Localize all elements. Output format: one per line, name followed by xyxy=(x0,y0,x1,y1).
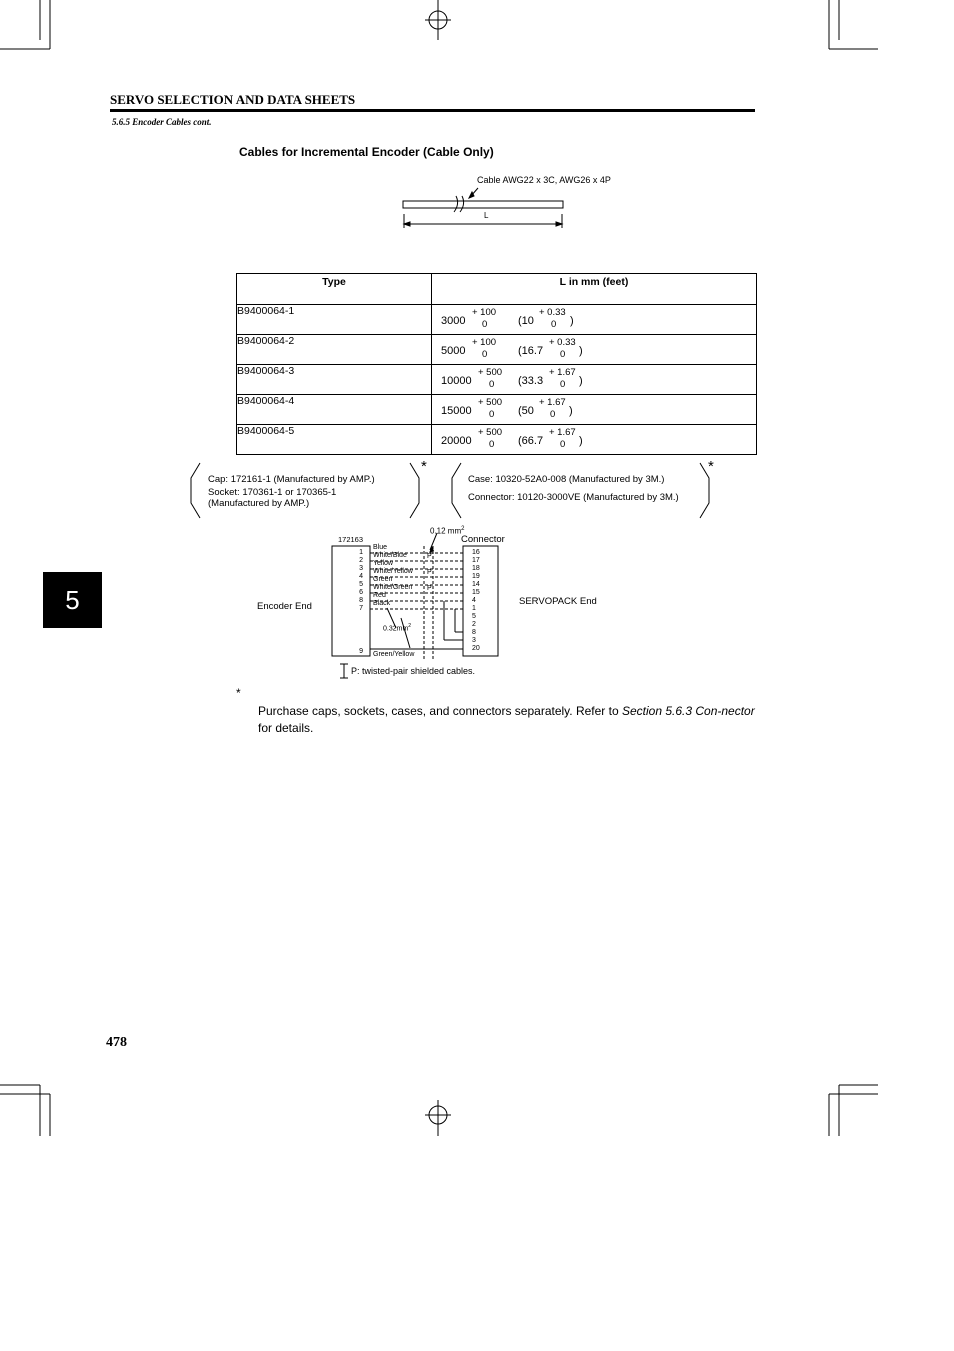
ft-tol-plus: + 0.33 xyxy=(549,337,576,348)
mm-tol-plus: + 500 xyxy=(478,367,503,378)
mm-tol-minus: 0 xyxy=(482,319,488,330)
type-cell: B9400064-3 xyxy=(237,365,432,395)
close-paren: ) xyxy=(579,345,583,357)
type-cell: B9400064-4 xyxy=(237,395,432,425)
mm-tol-minus: 0 xyxy=(489,409,495,420)
mm-tol-minus: 0 xyxy=(482,349,488,360)
page-number: 478 xyxy=(106,1035,127,1050)
ft-tol-plus: + 1.67 xyxy=(549,427,576,438)
length-mm: 3000 xyxy=(441,315,466,327)
wire-color-list: Blue White/Blue Yellow White/Yellow Green White/Green Red Black xyxy=(373,544,413,607)
pair-mark: P xyxy=(427,553,432,560)
ft-tol-plus: + 0.33 xyxy=(539,307,566,318)
note-socket: Socket: 170361-1 or 170365-1 xyxy=(208,487,337,498)
footnote-text: Purchase caps, sockets, cases, and connectors separately. Refer to Section 5.6.3 Con-nector for details. xyxy=(258,703,755,735)
note-socket-maker: (Manufactured by AMP.) xyxy=(208,498,310,509)
length-mm: 10000 xyxy=(441,375,472,387)
mm-tol-plus: + 500 xyxy=(478,397,503,408)
type-cell: B9400064-5 xyxy=(237,425,432,455)
encoder-pin-list: 1 2 3 4 5 6 8 7 9 xyxy=(359,549,363,655)
section-title: SERVO SELECTION AND DATA SHEETS xyxy=(110,92,356,107)
ft-tol-plus: + 1.67 xyxy=(539,397,566,408)
encoder-part-number: 172163 xyxy=(338,535,364,544)
mm-tol-plus: + 100 xyxy=(472,307,497,318)
mm-tol-minus: 0 xyxy=(489,379,495,390)
connector-label: Connector xyxy=(461,534,505,545)
mm-tol-plus: + 100 xyxy=(472,337,497,348)
ft-tol-minus: 0 xyxy=(560,379,566,390)
close-paren: ) xyxy=(569,405,573,417)
type-cell: B9400064-1 xyxy=(237,305,432,335)
col-header-length: L in mm (feet) xyxy=(432,274,757,305)
servopack-pin-list: 16 17 18 19 14 15 4 1 5 2 8 3 20 xyxy=(472,549,480,652)
col-header-type: Type xyxy=(237,274,432,305)
mm-tol-plus: + 500 xyxy=(478,427,503,438)
close-paren: ) xyxy=(579,375,583,387)
pair-legend: P: twisted-pair shielded cables. xyxy=(351,666,476,676)
type-cell: B9400064-2 xyxy=(237,335,432,365)
length-mark: L xyxy=(484,211,489,220)
pair-mark: P xyxy=(427,585,432,592)
servopack-end-label: SERVOPACK End xyxy=(519,596,597,607)
close-paren: ) xyxy=(570,315,574,327)
note-case: Case: 10320-52A0-008 (Manufactured by 3M.) xyxy=(468,474,665,485)
encoder-end-label: Encoder End xyxy=(257,601,312,612)
wire-size-mid: $0.32mm^2$ xyxy=(383,623,412,633)
length-ft: (50 xyxy=(518,405,534,417)
page-heading: Cables for Incremental Encoder (Cable Only) xyxy=(239,145,494,159)
footnote xyxy=(236,685,755,735)
note-star-left: * xyxy=(421,458,427,475)
ft-tol-minus: 0 xyxy=(551,319,557,330)
close-paren: ) xyxy=(579,435,583,447)
length-ft: (33.3 xyxy=(518,375,544,387)
ft-tol-plus: + 1.67 xyxy=(549,367,576,378)
ft-tol-minus: 0 xyxy=(560,439,566,450)
length-mm: 20000 xyxy=(441,435,472,447)
subsection-label: 5.6.5 Encoder Cables cont. xyxy=(112,117,212,127)
note-cap: Cap: 172161-1 (Manufactured by AMP.) xyxy=(208,474,375,485)
mm-tol-minus: 0 xyxy=(489,439,495,450)
length-mm: 5000 xyxy=(441,345,466,357)
wire-size-top: 0.12 $mm^2$ xyxy=(430,526,465,536)
footnote-star: * xyxy=(236,686,241,700)
note-star-right: * xyxy=(708,458,714,475)
ft-tol-minus: 0 xyxy=(550,409,556,420)
cable-spec-label: Cable AWG22 x 3C, AWG26 x 4P xyxy=(477,175,611,185)
length-ft: (10 xyxy=(518,315,534,327)
ft-tol-minus: 0 xyxy=(560,349,566,360)
length-mm: 15000 xyxy=(441,405,472,417)
note-connector: Connector: 10120-3000VE (Manufactured by 3M.) xyxy=(468,492,679,503)
pair-mark: P xyxy=(427,569,432,576)
chapter-tab: 5 xyxy=(43,572,102,628)
length-ft: (16.7 xyxy=(518,345,544,357)
wire-color-ground: Green/Yellow xyxy=(373,651,415,658)
length-ft: (66.7 xyxy=(518,435,544,447)
